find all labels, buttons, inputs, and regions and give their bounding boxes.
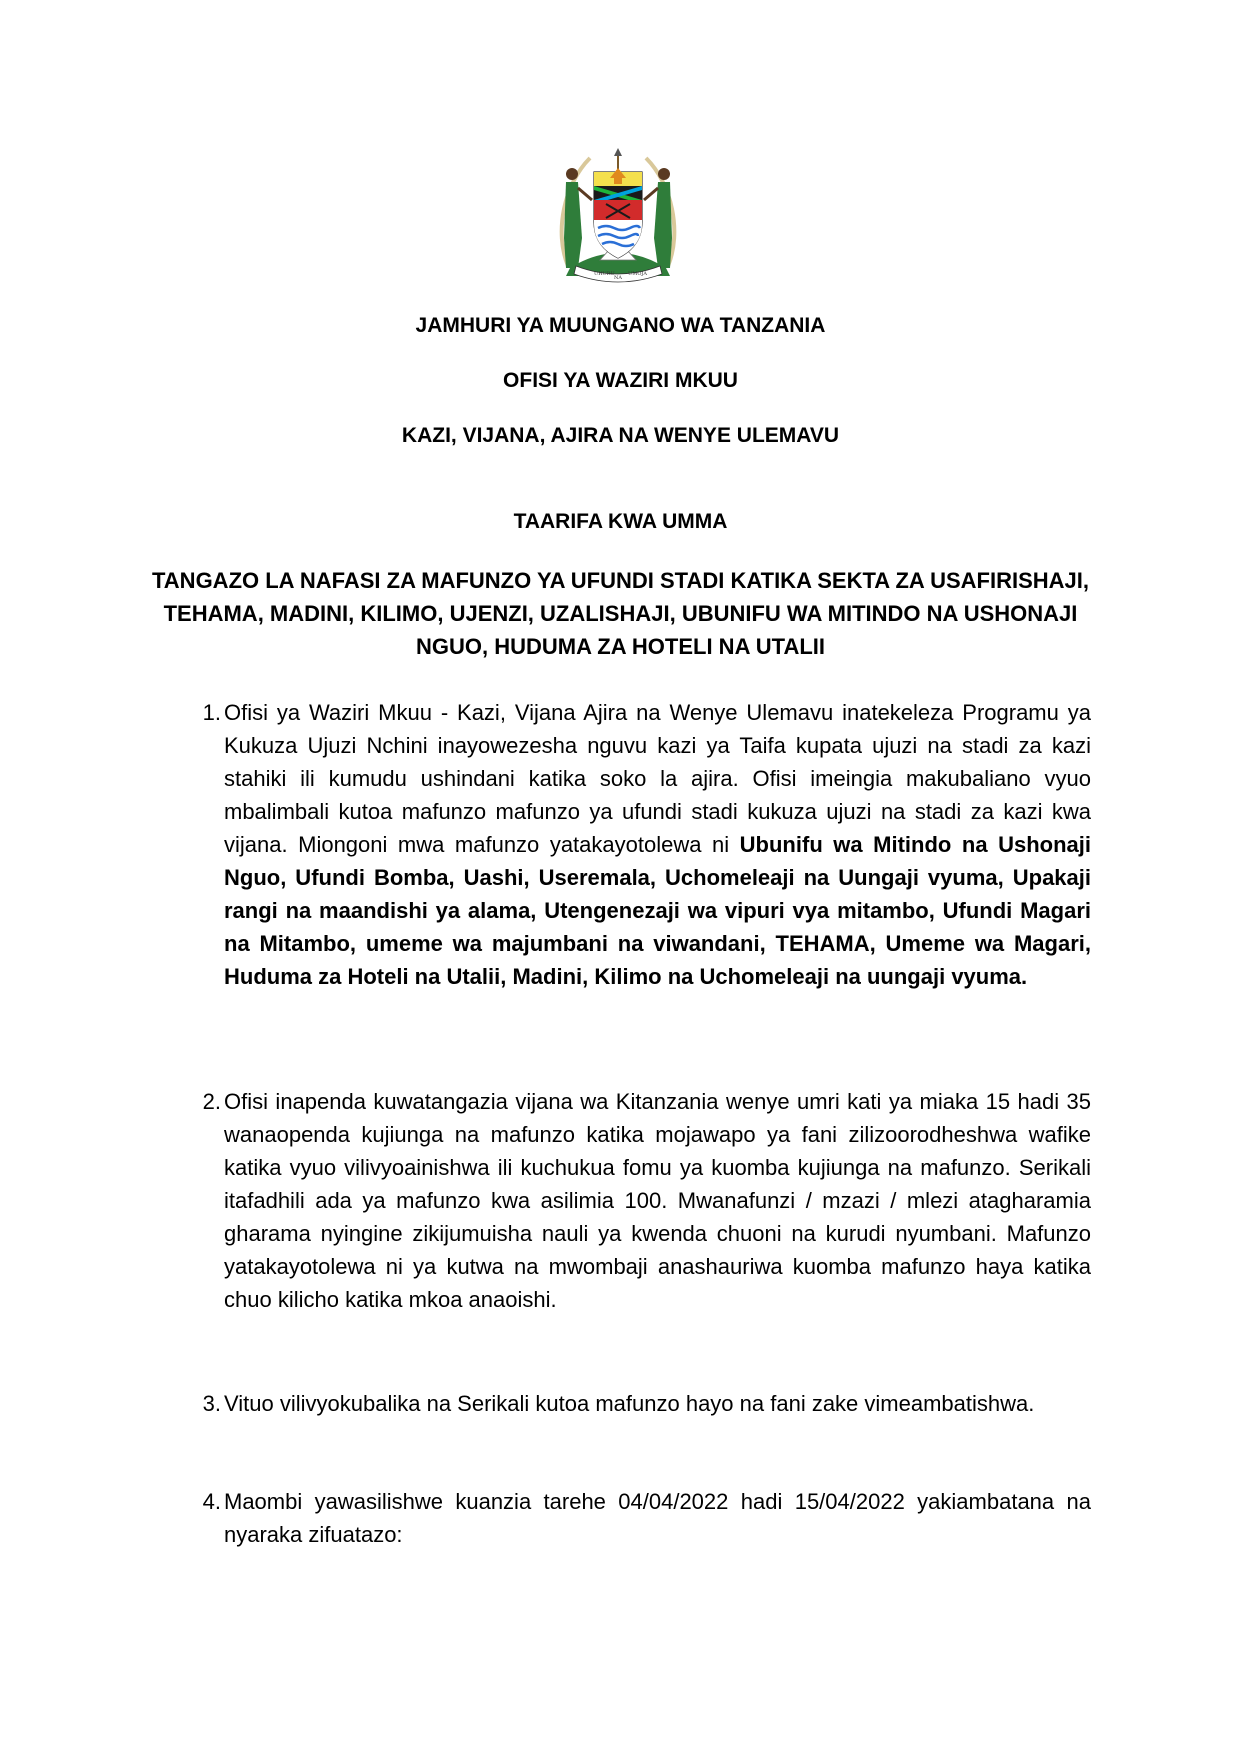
office-heading: OFISI YA WAZIRI MKUU bbox=[503, 369, 738, 392]
notice-heading: TAARIFA KWA UMMA bbox=[513, 510, 728, 533]
announcement-title: TANGAZO LA NAFASI ZA MAFUNZO YA UFUNDI STADI KATIKA SEKTA ZA USAFIRISHAJI, TEHAMA, MADINI, KILIMO, UJENZI, UZALISHAJI, UBUNIFU WA MITINDO NA USHONAJI NGUO, HUDUMA ZA HOTELI NA UTALII bbox=[151, 568, 1090, 659]
list-item-text: Ofisi inapenda kuwatangazia vijana wa Kitanzania wenye umri kati ya miaka 15 hadi 35 wanaopenda kujiunga na mafunzo katika mojawapo ya fani zilizoorodheshwa wafike katika vyuo vilivyoainishwa ili kuchukua fomu ya kuomba kujiunga na mafunzo. Serikali itafadhili ada ya mafunzo kwa asilimia 100. Mwanafunzi / mzazi / mlezi atagharamia gharama nyingine zikijumuisha nauli ya kwenda chuoni na kurudi nyumbani. Mafunzo yatakayotolewa ni ya kutwa na mwombaji anashauriwa kuomba mafunzo haya katika chuo kilicho katika mkoa anaoishi. bbox=[224, 1089, 1091, 1312]
list-item-text: Maombi yawasilishwe kuanzia tarehe 04/04/2022 hadi 15/04/2022 yakiambatana na nyaraka zifuatazo: bbox=[224, 1489, 1091, 1547]
list-item-text bbox=[224, 696, 1091, 993]
list-item-number: 3. bbox=[202, 1391, 221, 1416]
list-item-text: Vituo vilivyokubalika na Serikali kutoa mafunzo hayo na fani zake vimeambatishwa. bbox=[224, 1391, 1035, 1416]
list-item-text-regular: Ofisi ya Waziri Mkuu - Kazi, Vijana Ajira na Wenye Ulemavu inatekeleza Programu ya Kukuza Ujuzi Nchini inayowezesha nguvu kazi ya Taifa kupata ujuzi na stadi za kazi stahiki ili kumudu ushindani katika soko la ajira. Ofisi imeingia makubaliano vyuo mbalimbali kutoa mafunzo mafunzo ya ufundi stadi kukuza ujuzi na stadi za kazi kwa vijana. Miongoni mwa mafunzo yatakayotolewa ni bbox=[224, 700, 1091, 857]
department-heading: KAZI, VIJANA, AJIRA NA WENYE ULEMAVU bbox=[401, 424, 840, 447]
motto-center: NA bbox=[614, 275, 622, 281]
motto-left: UHURU bbox=[594, 271, 615, 277]
motto-right: UMOJA bbox=[628, 271, 648, 277]
tanzania-coat-of-arms-icon bbox=[548, 148, 688, 284]
list-item-number: 1. bbox=[202, 700, 221, 725]
republic-heading: JAMHURI YA MUUNGANO WA TANZANIA bbox=[415, 314, 826, 337]
list-item-number: 4. bbox=[202, 1489, 221, 1514]
list-item-number: 2. bbox=[202, 1089, 221, 1114]
list-item-text-bold: Ubunifu wa Mitindo na Ushonaji Nguo, Ufundi Bomba, Uashi, Useremala, Uchomeleaji na Uungaji vyuma, Upakaji rangi na maandishi ya alama, Utengenezaji wa vipuri vya mitambo, Ufundi Magari na Mitambo, umeme wa majumbani na viwandani, TEHAMA, Umeme wa Magari, Huduma za Hoteli na Utalii, Madini, Kilimo na Uchomeleaji na uungaji vyuma. bbox=[224, 832, 1091, 989]
